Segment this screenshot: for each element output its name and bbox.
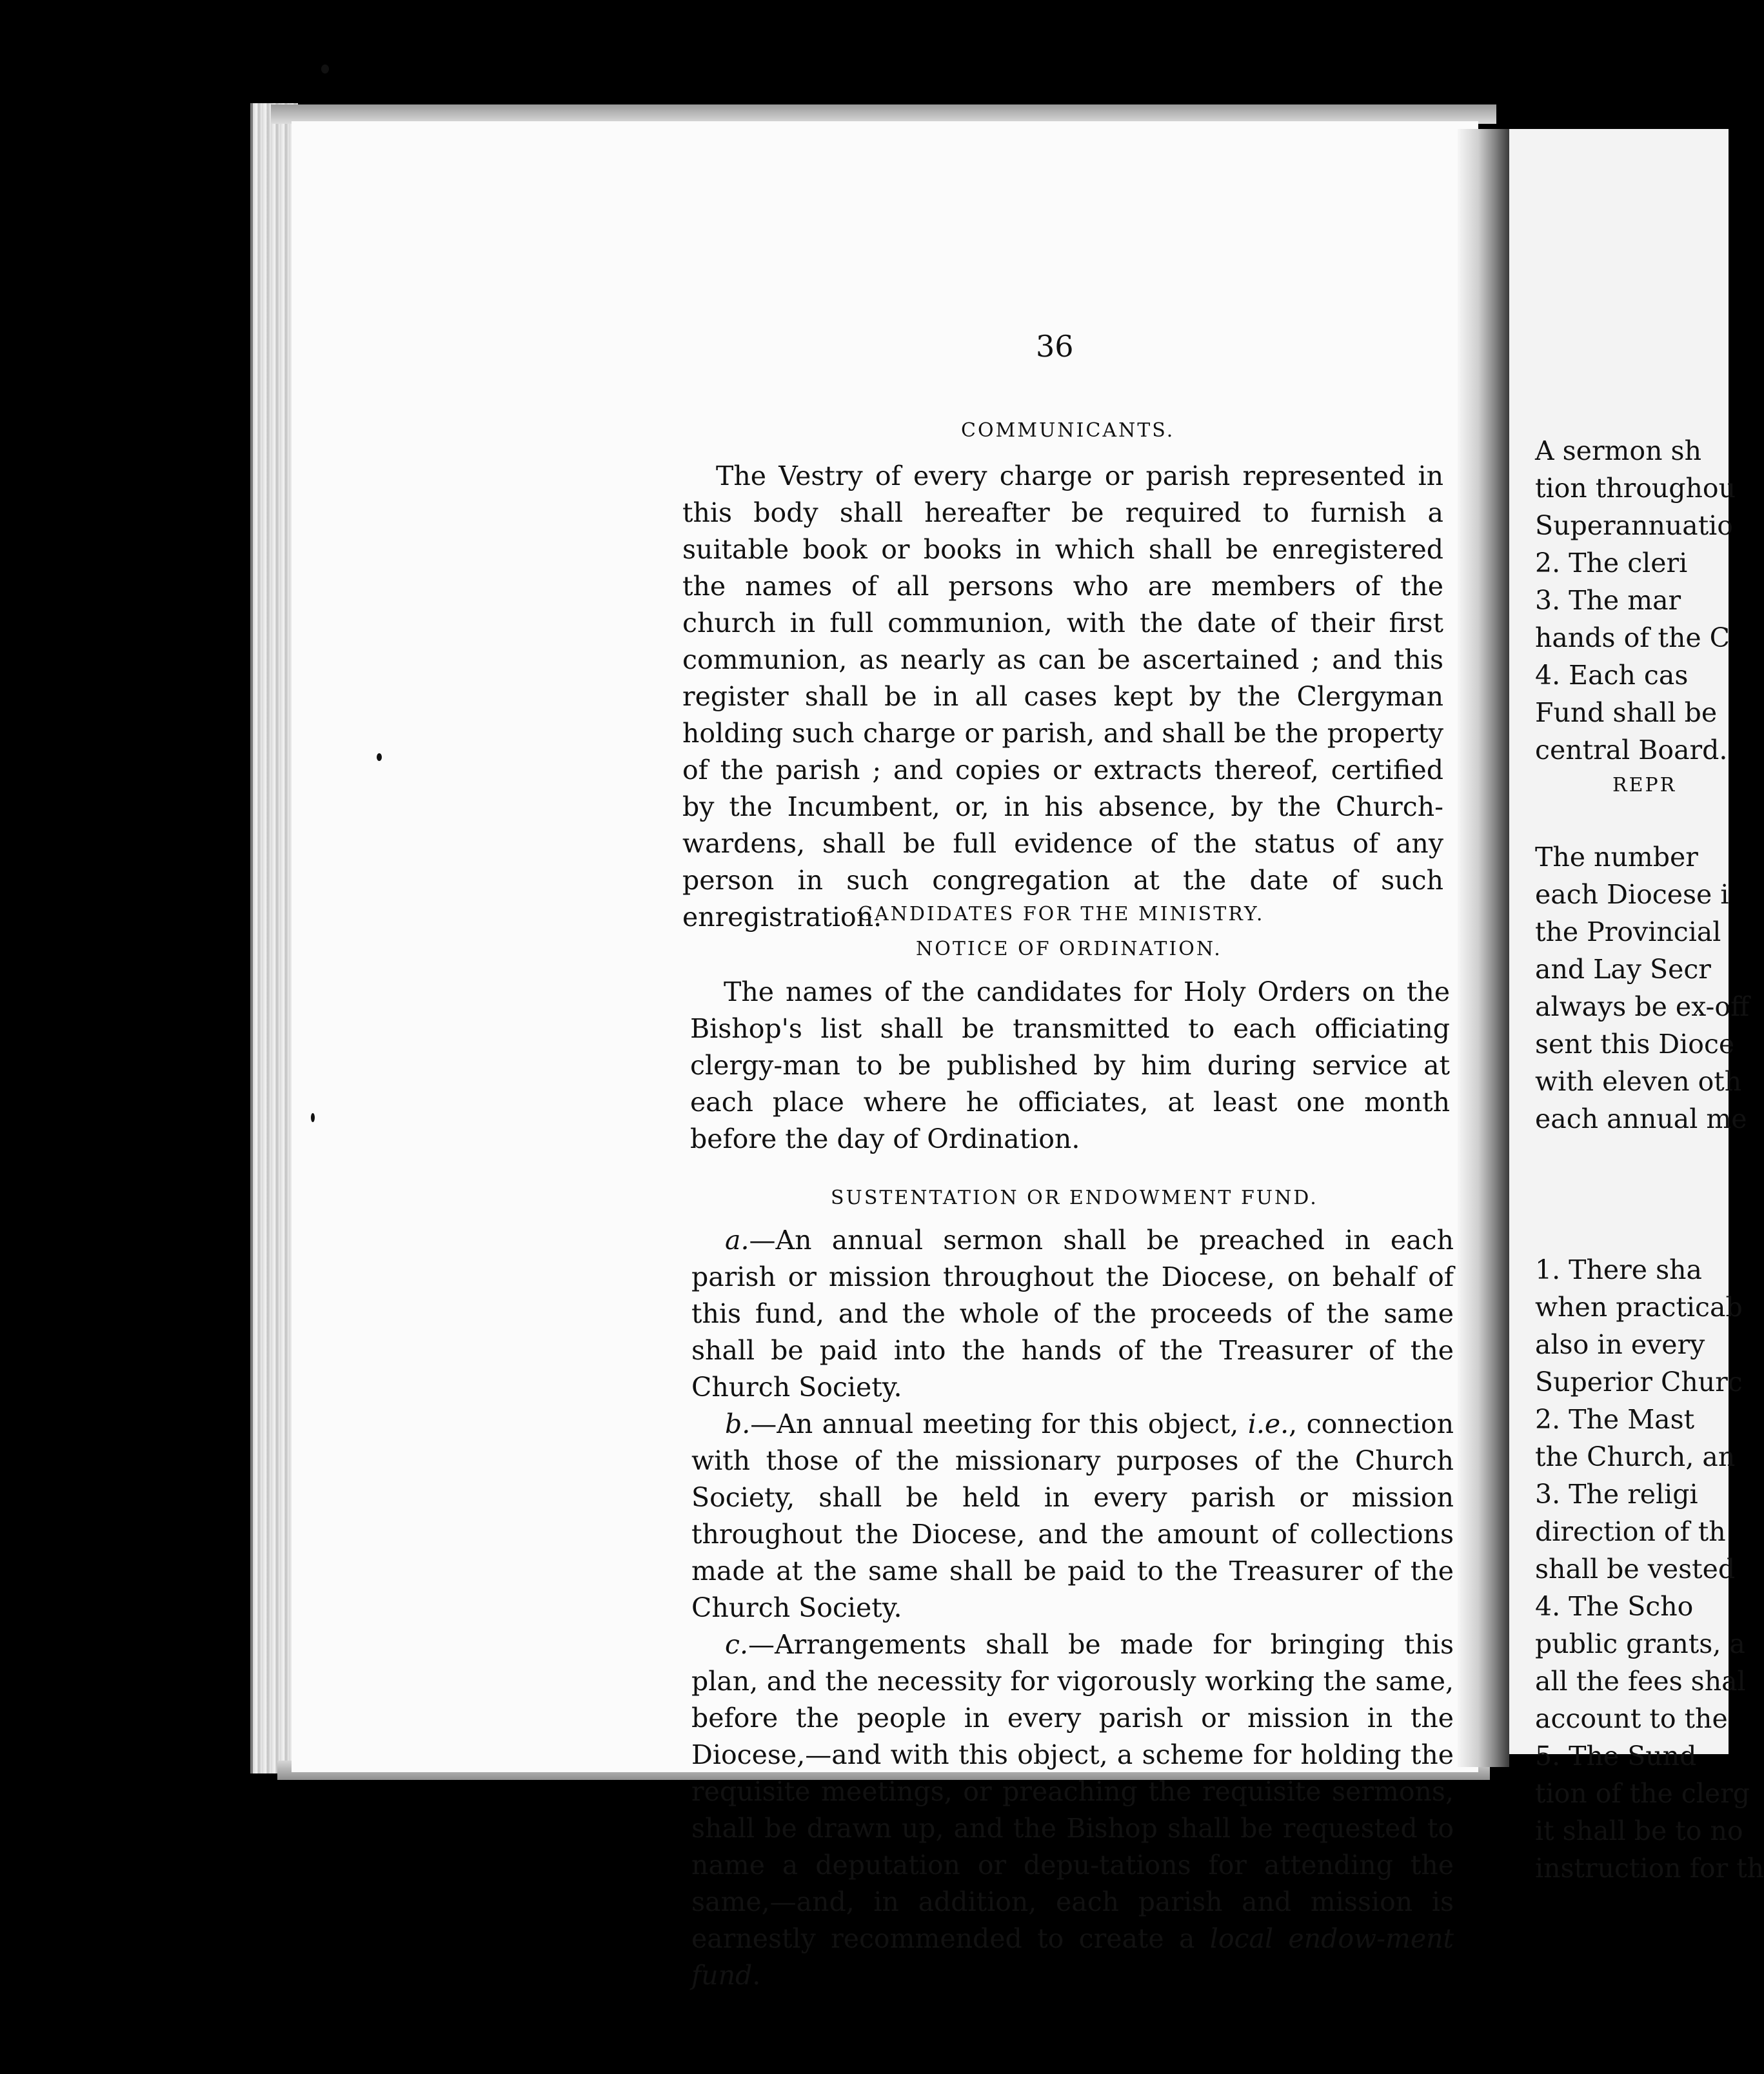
facing-line: account to the bbox=[1535, 1703, 1728, 1734]
facing-line: 3. The mar bbox=[1535, 585, 1681, 616]
facing-page-bottom-block bbox=[1535, 1251, 1764, 1887]
list-item-a bbox=[691, 1222, 1454, 1406]
facing-line: tion of the clerg bbox=[1535, 1778, 1750, 1809]
item-text: . bbox=[752, 1960, 761, 1991]
facing-line: each Diocese i bbox=[1535, 879, 1729, 910]
facing-heading: REPR bbox=[1612, 774, 1677, 796]
item-marker: b. bbox=[725, 1408, 751, 1439]
item-text: —An annual sermon shall be preached in each parish or mission throughout the Diocese, on behalf of this fund, and the whole of the proceeds of the same shall be paid into the hands of the Treasurer of the Church Society. bbox=[691, 1225, 1454, 1403]
section-subheading-ordination: NOTICE OF ORDINATION. bbox=[916, 938, 1222, 960]
paragraph: The Vestry of every charge or parish represented in this body shall hereafter be required to furnish a suitable book or books in which shall be enregistered the names of all persons who are members of the church in full communion, with the date of their first communion, as nearly as can be ascertained ; and this register shall be in all cases kept by the Clergyman holding such charge or parish, and shall be the property of the parish ; and copies or extracts thereof, certified by the Incumbent, or, in his absence, by the Church-wardens, shall be full evidence of the status of any person in such congregation at the date of such enregistration. bbox=[682, 460, 1443, 933]
facing-line: each annual me bbox=[1535, 1103, 1747, 1134]
page-number: 36 bbox=[1036, 329, 1074, 364]
paragraph: The names of the candidates for Holy Orders on the Bishop's list shall be transmitted to each officiating clergy-man to be published by him during service at each place where he officiates, at least one month before the day of Ordination. bbox=[690, 976, 1450, 1154]
facing-line: sent this Dioce bbox=[1535, 1029, 1735, 1060]
section-heading-sustentation: SUSTENTATION OR ENDOWMENT FUND. bbox=[831, 1187, 1318, 1209]
facing-line: always be ex-off bbox=[1535, 991, 1750, 1022]
facing-line: tion throughou bbox=[1535, 473, 1736, 504]
list-item-c bbox=[691, 1626, 1454, 1994]
facing-page-middle-block bbox=[1535, 838, 1749, 1138]
facing-line: 5. The Sund bbox=[1535, 1741, 1697, 1772]
section-heading-candidates: CANDIDATES FOR THE MINISTRY. bbox=[858, 903, 1265, 925]
scan-speck bbox=[377, 753, 382, 761]
item-marker: a. bbox=[725, 1225, 749, 1256]
facing-page-top-block bbox=[1535, 432, 1736, 769]
facing-line: instruction for th bbox=[1535, 1853, 1764, 1884]
item-text: , connection with those of the missionary purposes of the Church Society, shall be held in every parish or mission throughout the Diocese, and the amount of collections made at the same shall be paid to the Treasurer of the Church Society. bbox=[691, 1408, 1454, 1623]
facing-line: also in every bbox=[1535, 1329, 1705, 1360]
list-item-b bbox=[691, 1406, 1454, 1626]
sustentation-items bbox=[691, 1222, 1454, 1994]
facing-line: 4. The Scho bbox=[1535, 1591, 1694, 1622]
facing-line: the Provincial bbox=[1535, 916, 1721, 947]
communicants-paragraph bbox=[682, 458, 1443, 936]
facing-line: Superior Churc bbox=[1535, 1367, 1743, 1397]
page-edges bbox=[250, 103, 298, 1773]
scan-speck bbox=[311, 1113, 315, 1122]
item-emphasis: local endow-ment fund bbox=[691, 1923, 1454, 1991]
facing-line: A sermon sh bbox=[1535, 435, 1701, 466]
facing-line: 2. The Mast bbox=[1535, 1404, 1695, 1435]
book-gutter bbox=[1458, 129, 1509, 1767]
facing-line: it shall be to no bbox=[1535, 1815, 1743, 1846]
facing-page bbox=[1509, 129, 1764, 1884]
facing-line: with eleven oth bbox=[1535, 1066, 1742, 1097]
ordination-paragraph bbox=[690, 974, 1450, 1158]
facing-line: when practicab bbox=[1535, 1292, 1743, 1323]
facing-line: Superannuatio bbox=[1535, 510, 1733, 541]
facing-line: central Board. bbox=[1535, 735, 1728, 765]
facing-line: 1. There sha bbox=[1535, 1254, 1702, 1285]
facing-line: Fund shall be bbox=[1535, 697, 1718, 728]
facing-line: 4. Each cas bbox=[1535, 660, 1689, 691]
facing-line: shall be vested bbox=[1535, 1554, 1736, 1585]
item-text: —An annual meeting for this object, bbox=[750, 1408, 1248, 1439]
facing-line: direction of th bbox=[1535, 1516, 1726, 1547]
facing-line: 3. The religi bbox=[1535, 1479, 1698, 1510]
facing-line: hands of the C bbox=[1535, 622, 1730, 653]
item-emphasis: i.e. bbox=[1247, 1408, 1289, 1439]
facing-line: the Church, an bbox=[1535, 1441, 1736, 1472]
facing-line: 2. The cleri bbox=[1535, 548, 1688, 578]
facing-line: The number bbox=[1535, 842, 1698, 873]
facing-line: all the fees shal bbox=[1535, 1666, 1746, 1697]
item-marker: c. bbox=[725, 1629, 748, 1660]
section-heading-communicants: COMMUNICANTS. bbox=[961, 419, 1175, 442]
facing-line: public grants, a bbox=[1535, 1628, 1745, 1659]
scan-speck bbox=[321, 64, 329, 74]
facing-line: and Lay Secr bbox=[1535, 954, 1711, 985]
item-text: —Arrangements shall be made for bringing this plan, and the necessity for vigorously working the same, before the people in every parish or mission in the Diocese,—and with this object, a scheme for holding the requisite meetings, or preaching the requisite sermons, shall be drawn up, and the Bishop shall be requested to name a deputation or depu-tations for attending the same,—and, in addition, each parish and mission is earnestly recommended to create a bbox=[691, 1629, 1454, 1954]
